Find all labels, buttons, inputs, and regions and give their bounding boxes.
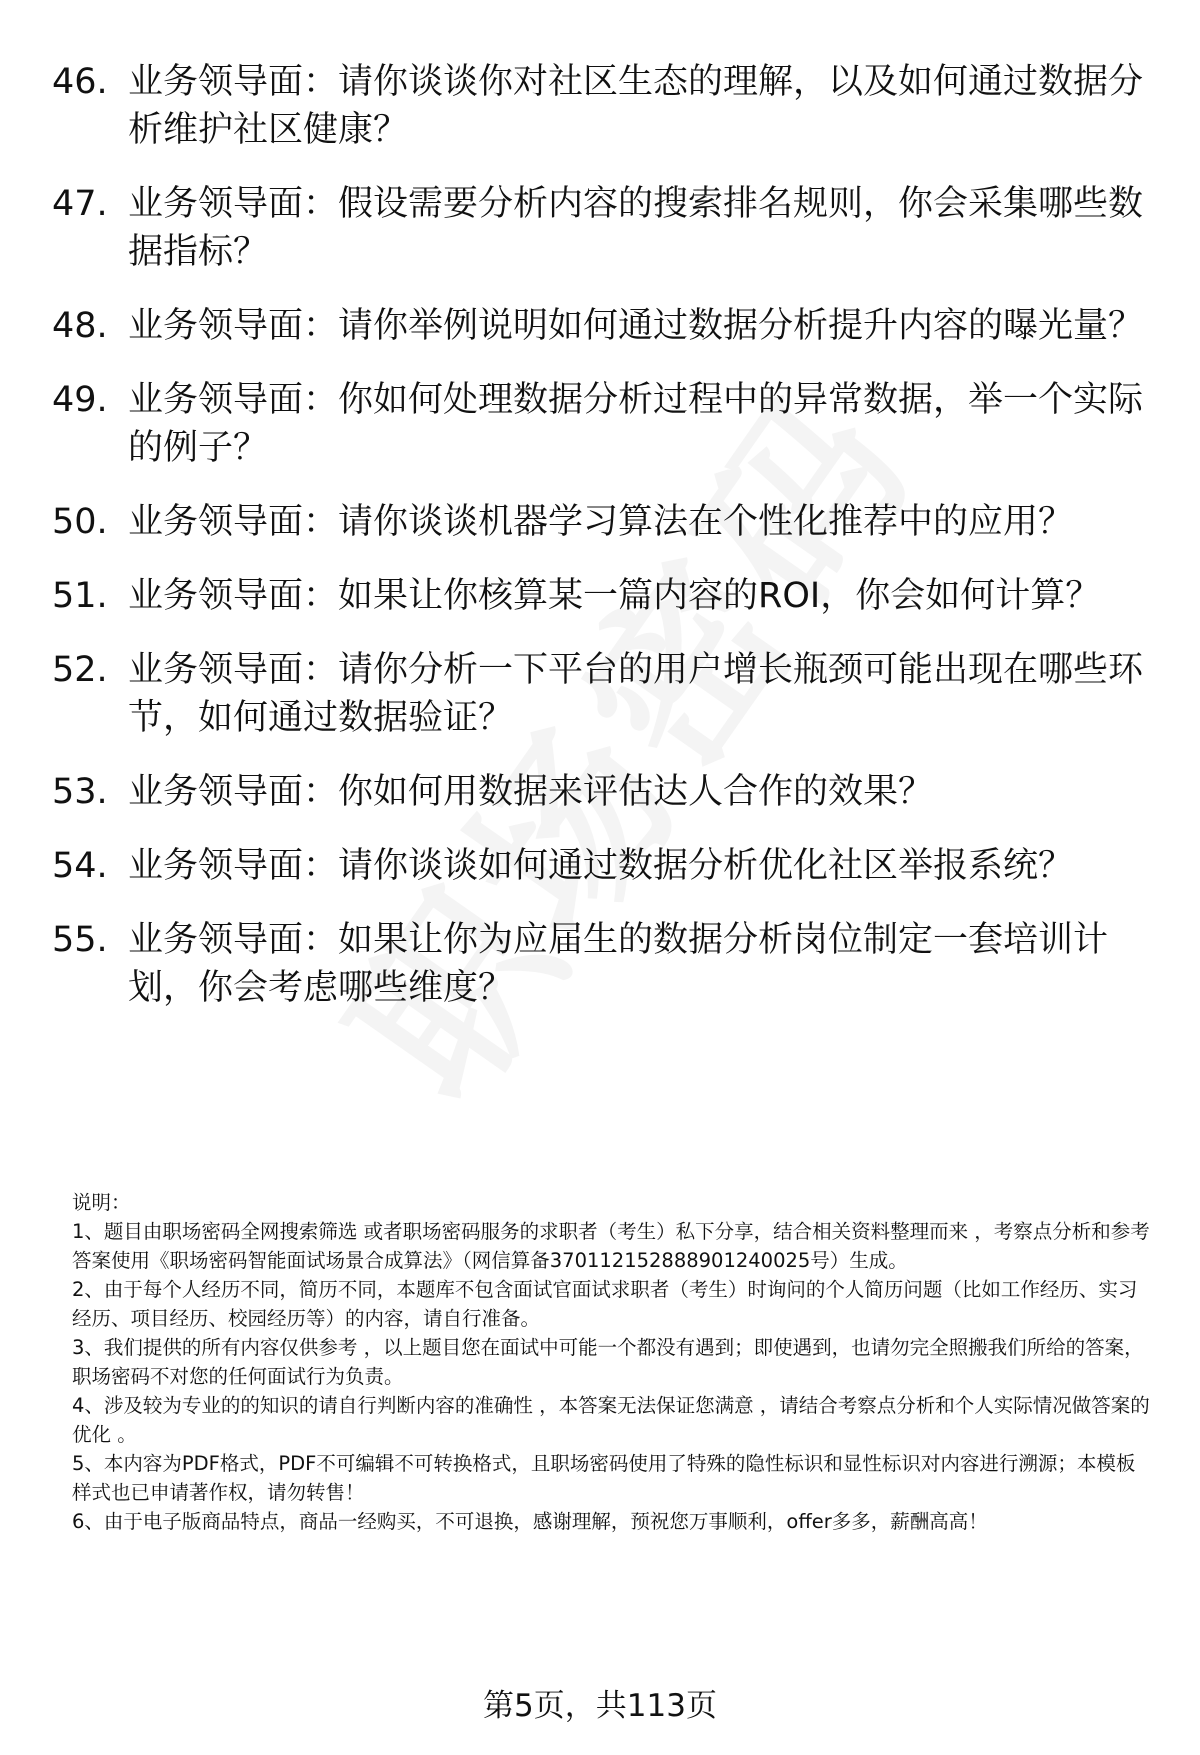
page-number: 第5页，共113页 [483, 1688, 717, 1724]
question-text: 业务领导面：你如何处理数据分析过程中的异常数据，举一个实际的例子？ [128, 380, 1144, 468]
question-text: 业务领导面：如果让你为应届生的数据分析岗位制定一套培训计划，你会考虑哪些维度？ [128, 920, 1109, 1008]
question-text: 业务领导面：你如何用数据来评估达人合作的效果？ [128, 772, 934, 812]
question-text: 业务领导面：请你分析一下平台的用户增长瓶颈可能出现在哪些环节，如何通过数据验证？ [128, 650, 1144, 738]
question-text: 业务领导面：如果让你核算某一篇内容的ROI，你会如何计算？ [128, 576, 1101, 616]
question-number: 50. [52, 502, 108, 542]
note-item: 3、我们提供的所有内容仅供参考 ，以上题目您在面试中可能一个都没有遇到；即使遇到，也请勿完全照搬我们所给的答案，职场密码不对您的任何面试行为负责。 [72, 1336, 1144, 1388]
question-item [52, 768, 1152, 816]
question-number: 47. [52, 184, 108, 224]
question-item [52, 498, 1152, 546]
question-text: 业务领导面：请你谈谈如何通过数据分析优化社区举报系统？ [128, 846, 1074, 886]
question-item [52, 58, 1152, 154]
note-item: 5、本内容为PDF格式，PDF不可编辑不可转换格式，且职场密码使用了特殊的隐性标识和显性标识对内容进行溯源；本模板样式也已申请著作权，请勿转售！ [72, 1452, 1136, 1504]
note-item: 2、由于每个人经历不同，简历不同，本题库不包含面试官面试求职者（考生）时询问的个人简历问题（比如工作经历、实习经历、项目经历、校园经历等）的内容，请自行准备。 [72, 1278, 1138, 1330]
question-item [52, 572, 1152, 620]
notes-section [72, 1188, 1154, 1536]
notes-title: 说明： [72, 1191, 131, 1214]
question-number: 52. [52, 650, 108, 690]
question-number: 46. [52, 62, 108, 102]
question-number: 55. [52, 920, 108, 960]
question-item [52, 180, 1152, 276]
question-list [52, 58, 1152, 1038]
question-item [52, 916, 1152, 1012]
question-text: 业务领导面：请你谈谈你对社区生态的理解，以及如何通过数据分析维护社区健康？ [128, 62, 1144, 150]
note-item: 1、题目由职场密码全网搜索筛选 或者职场密码服务的求职者（考生）私下分享，结合相关资料整理而来 ，考察点分析和参考答案使用《职场密码智能面试场景合成算法》（网信算备370112152888901240025号）生成。 [72, 1220, 1150, 1272]
question-item [52, 376, 1152, 472]
question-text: 业务领导面：请你举例说明如何通过数据分析提升内容的曝光量？ [128, 306, 1144, 346]
note-item: 4、涉及较为专业的的知识的请自行判断内容的准确性 ，本答案无法保证您满意 ，请结合考察点分析和个人实际情况做答案的优化 。 [72, 1394, 1150, 1446]
question-text: 业务领导面：请你谈谈机器学习算法在个性化推荐中的应用？ [128, 502, 1074, 542]
question-text: 业务领导面：假设需要分析内容的搜索排名规则，你会采集哪些数据指标？ [128, 184, 1144, 272]
page-footer [0, 1680, 1200, 1725]
question-number: 54. [52, 846, 108, 886]
question-item [52, 842, 1152, 890]
question-number: 48. [52, 306, 108, 346]
question-number: 53. [52, 772, 108, 812]
question-item [52, 646, 1152, 742]
question-number: 49. [52, 380, 108, 420]
note-item: 6、由于电子版商品特点，商品一经购买，不可退换，感谢理解，预祝您万事顺利，offer多多，薪酬高高！ [72, 1510, 988, 1533]
question-number: 51. [52, 576, 108, 616]
question-item [52, 302, 1152, 350]
